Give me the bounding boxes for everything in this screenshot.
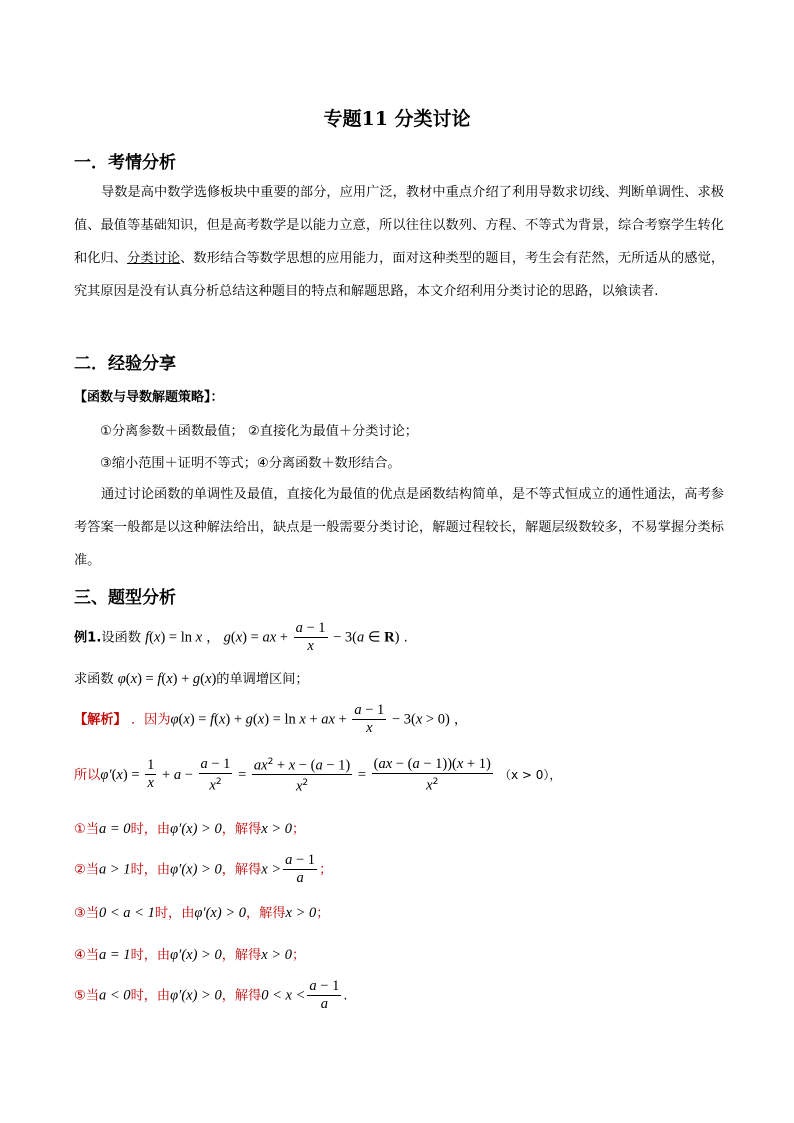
case-text: 时，由 — [130, 948, 171, 963]
case-inequality: φ′(x) > 0 — [194, 905, 246, 921]
case-text: 时，由 — [130, 862, 171, 878]
case-text: 当 — [85, 822, 100, 837]
case-inequality: φ′(x) > 0 — [170, 821, 222, 837]
so-label: 所以 — [74, 767, 101, 783]
case-inequality: φ′(x) > 0 — [170, 987, 222, 1004]
case-inequality: φ′(x) > 0 — [170, 947, 222, 963]
case-result: x > 0 — [261, 821, 292, 837]
question-suffix: 的单调增区间； — [216, 672, 309, 687]
case-condition: a > 1 — [99, 861, 131, 878]
strategy-line-1: ①分离参数＋函数最值； ②直接化为最值＋分类讨论； — [100, 424, 418, 439]
example-1-statement: 例1.设函数 f(x) = ln x ， g(x) = ax + $\frac{a - 1}{x}$ − 3(a ∈ R) . — [74, 620, 408, 654]
case-condition: 0 < a < 1 — [99, 905, 155, 921]
case-2-fraction: $\frac{a - 1}{a}$ — [285, 852, 316, 886]
case-result: x > — [261, 861, 282, 878]
case-4 — [74, 944, 305, 964]
case-number: ① — [74, 822, 86, 837]
case-result: 0 < x < — [261, 987, 306, 1004]
strategy-line-2: ③缩小范围＋证明不等式；④分离函数＋数形结合。 — [100, 456, 401, 471]
solution-line-2: 所以φ′(x) = $\frac{1}{x}$ + a − $\frac{a - 1}{x^2}$ = $\frac{ax^2 + x - (a - 1)}{x^2}$ = $\frac{(ax - (a - 1))(x + 1)}{x^2}$ （x > 0）， — [74, 755, 562, 795]
solution-line-1: 【解析】 ．因为φ(x) = f(x) + g(x) = ln x + ax + $\frac{a - 1}{x}$ − 3(x > 0) ， — [74, 702, 468, 736]
case-end: . — [343, 988, 348, 1004]
case-condition: a < 0 — [99, 987, 131, 1004]
case-number: ② — [74, 862, 86, 878]
case-number: ④ — [74, 948, 86, 963]
case-end: ； — [316, 906, 330, 921]
solution-label: 【解析】 — [74, 712, 127, 728]
analysis-text-after: 、数形结合等数学思想的应用能力，面对这种类型的题目，考生会有茫然，无所适从的感觉，究其原因是没有认真分析总结这种题目的特点和解题思路，本文介绍利用分类讨论的思路，以飨读者. — [74, 251, 725, 299]
case-5-fraction: $\frac{a - 1}{a}$ — [309, 978, 340, 1012]
case-result: x > 0 — [261, 947, 292, 963]
case-condition: a = 1 — [99, 947, 131, 963]
case-end: ； — [319, 862, 333, 878]
case-number: ⑤ — [74, 988, 86, 1004]
example-text: 设函数 — [101, 630, 141, 646]
section-heading-experience: 二．经验分享 — [74, 354, 176, 374]
section-heading-analysis: 一．考情分析 — [74, 153, 176, 173]
case-text: ，解得 — [221, 948, 262, 963]
analysis-text-before: 导数是高中数学选修板块中重要的部分，应用广泛，教材中重点介绍了利用导数求切线、判断单调性、求极值、最值等基础知识，但是高考数学是以能力立意，所以往往以数列、方程、不等式为背景，综合考察学生转化和化归、 — [74, 185, 724, 266]
case-text: 当 — [85, 862, 100, 878]
page-title: 专题11 分类讨论 — [323, 108, 471, 130]
case-text: 时，由 — [130, 822, 171, 837]
case-inequality: φ′(x) > 0 — [170, 861, 222, 878]
case-condition: a = 0 — [99, 821, 131, 837]
case-end: ； — [292, 822, 306, 837]
case-3 — [74, 902, 329, 922]
case-end: ； — [292, 948, 306, 963]
domain-note: （x > 0）， — [499, 767, 562, 782]
analysis-paragraph — [74, 176, 724, 308]
case-text: 当 — [85, 988, 100, 1004]
experience-paragraph: 通过讨论函数的单调性及最值，直接化为最值的优点是函数结构简单，是不等式恒成立的通性通法，高考参考答案一般都是以这种解法给出，缺点是一般需要分类讨论，解题过程较长，解题层级数较多，不易掌握分类标准。 — [74, 487, 724, 568]
case-text: ，解得 — [221, 822, 262, 837]
case-text: ，解得 — [245, 906, 286, 921]
section-heading-problems: 三、题型分析 — [74, 588, 176, 608]
case-text: 时，由 — [130, 988, 171, 1004]
solution-intro: ．因为 — [130, 712, 171, 728]
analysis-underlined-term: 分类讨论 — [127, 251, 181, 266]
example-1-question: 求函数 φ(x) = f(x) + g(x)的单调增区间； — [74, 671, 309, 687]
case-2 — [74, 852, 332, 887]
case-text: ，解得 — [221, 988, 262, 1004]
question-prefix: 求函数 — [74, 672, 114, 687]
case-text: 当 — [85, 948, 100, 963]
strategy-label: 【函数与导数解题策略】： — [74, 390, 224, 405]
case-result: x > 0 — [285, 905, 317, 921]
case-number: ③ — [74, 906, 86, 921]
case-text: 时，由 — [154, 906, 195, 921]
case-5 — [74, 978, 348, 1013]
example-label: 例1. — [74, 630, 102, 646]
case-text: ，解得 — [221, 862, 262, 878]
case-text: 当 — [85, 906, 100, 921]
case-1 — [74, 818, 305, 838]
